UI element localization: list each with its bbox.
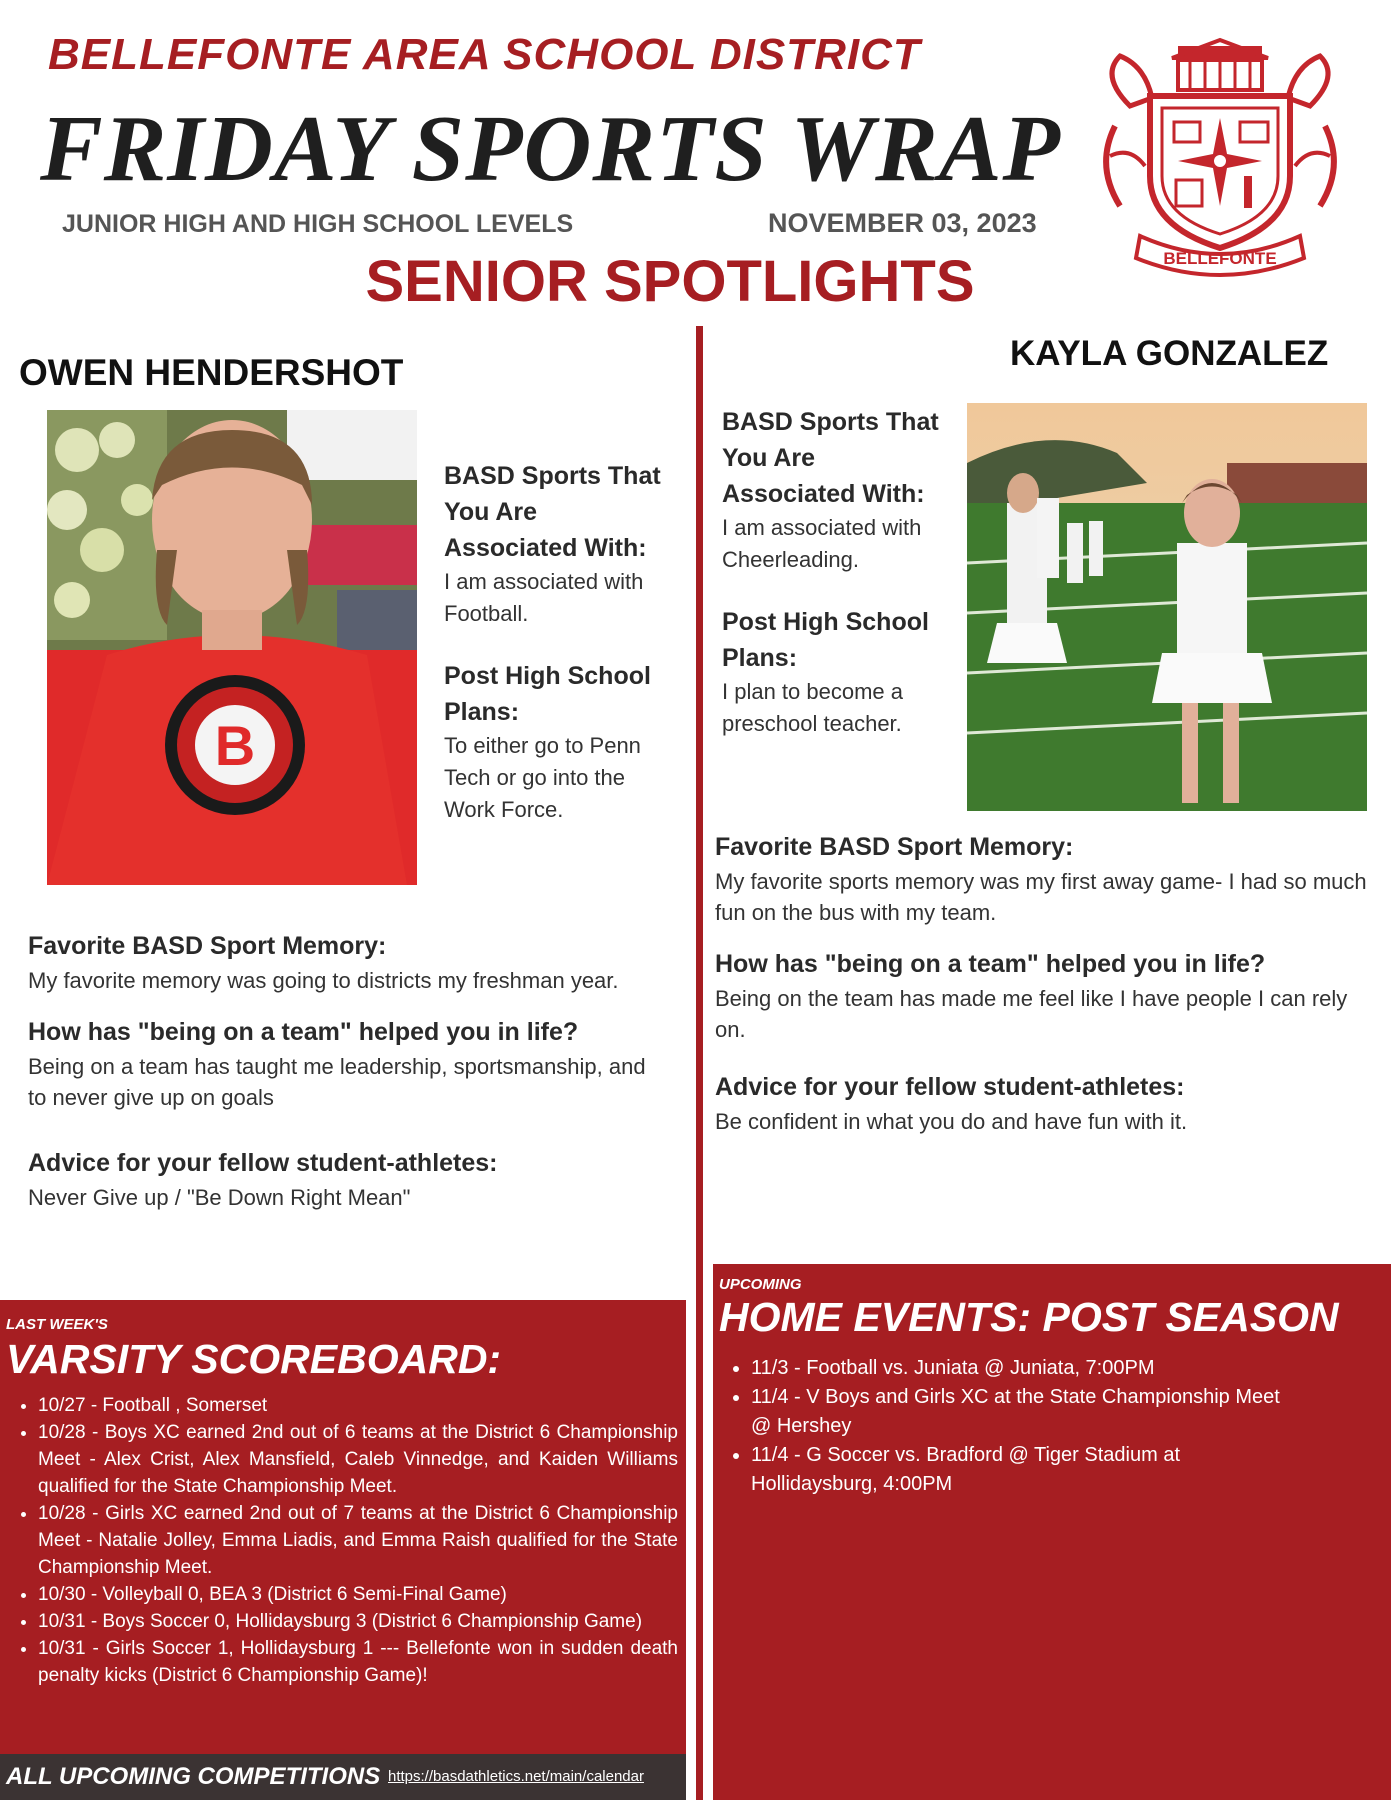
right-sports-answer-line1: I am associated with — [722, 515, 922, 540]
left-team-answer: Being on a team has taught me leadership, sportsmanship, and to never give up on goals — [28, 1054, 646, 1110]
footer-label: ALL UPCOMING COMPETITIONS — [6, 1763, 381, 1790]
right-sports-question-line1: BASD Sports That — [722, 408, 939, 436]
event-item: • 11/3 - Football vs. Juniata @ Juniata, 7:00PM — [751, 1354, 1285, 1383]
scoreboard-kicker: LAST WEEK'S — [6, 1316, 108, 1333]
left-athlete-name: OWEN HENDERSHOT — [19, 352, 404, 393]
svg-text:B: B — [214, 714, 256, 777]
left-team-question: How has "being on a team" helped you in life? — [28, 1018, 579, 1046]
left-advice-question: Advice for your fellow student-athletes: — [28, 1149, 498, 1177]
left-sports-question-line1: BASD Sports That — [444, 462, 661, 490]
home-events-panel — [713, 1264, 1391, 1800]
left-sports-answer-line2: Football. — [444, 601, 529, 626]
scoreboard-item: • 10/27 - Football , Somerset — [38, 1392, 678, 1419]
event-item: • 11/4 - V Boys and Girls XC at the State Championship Meet @ Hershey — [751, 1383, 1285, 1441]
left-plans-question-line1: Post High School — [444, 662, 651, 690]
right-athlete-name: KAYLA GONZALEZ — [1010, 334, 1329, 373]
left-memory-answer: My favorite memory was going to districts my freshman year. — [28, 968, 619, 993]
right-plans-question-line1: Post High School — [722, 608, 929, 636]
right-plans-answer-line2: preschool teacher. — [722, 711, 902, 736]
section-title: SENIOR SPOTLIGHTS — [365, 249, 975, 314]
events-list — [725, 1354, 1285, 1499]
left-plans-answer-line2: Tech or go into the — [444, 765, 626, 790]
left-plans-answer-line3: Work Force. — [444, 797, 564, 822]
scoreboard-item: • 10/30 - Volleyball 0, BEA 3 (District 6 Semi-Final Game) — [38, 1581, 678, 1608]
left-plans-question-line2: Plans: — [444, 698, 520, 726]
issue-date: NOVEMBER 03, 2023 — [768, 208, 1037, 238]
scoreboard-item: • 10/31 - Boys Soccer 0, Hollidaysburg 3 (District 6 Championship Game) — [38, 1608, 678, 1635]
levels-subtitle: JUNIOR HIGH AND HIGH SCHOOL LEVELS — [62, 210, 574, 238]
right-advice-question: Advice for your fellow student-athletes: — [715, 1073, 1185, 1101]
column-divider — [696, 326, 703, 1800]
scoreboard-title: VARSITY SCOREBOARD: — [6, 1336, 502, 1382]
footer-bar — [0, 1754, 686, 1800]
right-plans-question-line2: Plans: — [722, 644, 798, 672]
right-advice-answer: Be confident in what you do and have fun with it. — [715, 1109, 1188, 1134]
right-team-answer: Being on the team has made me feel like I have people I can rely on. — [715, 986, 1348, 1042]
right-plans-answer-line1: I plan to become a — [722, 679, 904, 704]
svg-text:BELLEFONTE: BELLEFONTE — [1163, 249, 1277, 268]
athlete-photo-owen — [47, 410, 417, 885]
right-memory-answer: My favorite sports memory was my first away game- I had so much fun on the bus with my team. — [715, 869, 1367, 925]
events-kicker: UPCOMING — [719, 1276, 802, 1293]
right-sports-question-line3: Associated With: — [722, 480, 925, 508]
varsity-scoreboard-panel — [0, 1300, 686, 1754]
scoreboard-item: • 10/28 - Boys XC earned 2nd out of 6 teams at the District 6 Championship Meet - Alex Crist, Alex Mansfield, Caleb Vinnedge, and Kaiden Williams qualified for the State Championship Meet. — [38, 1419, 678, 1500]
athlete-photo-kayla — [967, 403, 1367, 811]
calendar-link[interactable]: https://basdathletics.net/main/calendar — [388, 1768, 644, 1785]
right-sports-question-line2: You Are — [722, 444, 816, 472]
scoreboard-list — [12, 1392, 678, 1689]
right-team-question: How has "being on a team" helped you in life? — [715, 950, 1266, 978]
newsletter-title: FRIDAY SPORTS WRAP — [40, 97, 1061, 201]
right-memory-question: Favorite BASD Sport Memory: — [715, 833, 1074, 861]
left-advice-answer: Never Give up / "Be Down Right Mean" — [28, 1185, 411, 1210]
scoreboard-item: • 10/28 - Girls XC earned 2nd out of 7 teams at the District 6 Championship Meet - Natalie Jolley, Emma Liadis, and Emma Raish qualified for the State Championship Meet. — [38, 1500, 678, 1581]
right-sports-answer-line2: Cheerleading. — [722, 547, 859, 572]
district-crest-logo — [1090, 36, 1350, 282]
left-memory-question: Favorite BASD Sport Memory: — [28, 932, 387, 960]
events-title: HOME EVENTS: POST SEASON — [719, 1294, 1339, 1340]
district-name: BELLEFONTE AREA SCHOOL DISTRICT — [48, 30, 921, 79]
event-item: • 11/4 - G Soccer vs. Bradford @ Tiger Stadium at Hollidaysburg, 4:00PM — [751, 1441, 1285, 1499]
left-sports-question-line3: Associated With: — [444, 534, 647, 562]
left-sports-question-line2: You Are — [444, 498, 538, 526]
scoreboard-item: • 10/31 - Girls Soccer 1, Hollidaysburg 1 --- Bellefonte won in sudden death penalty kicks (District 6 Championship Game)! — [38, 1635, 678, 1689]
left-plans-answer-line1: To either go to Penn — [444, 733, 641, 758]
left-sports-answer-line1: I am associated with — [444, 569, 644, 594]
